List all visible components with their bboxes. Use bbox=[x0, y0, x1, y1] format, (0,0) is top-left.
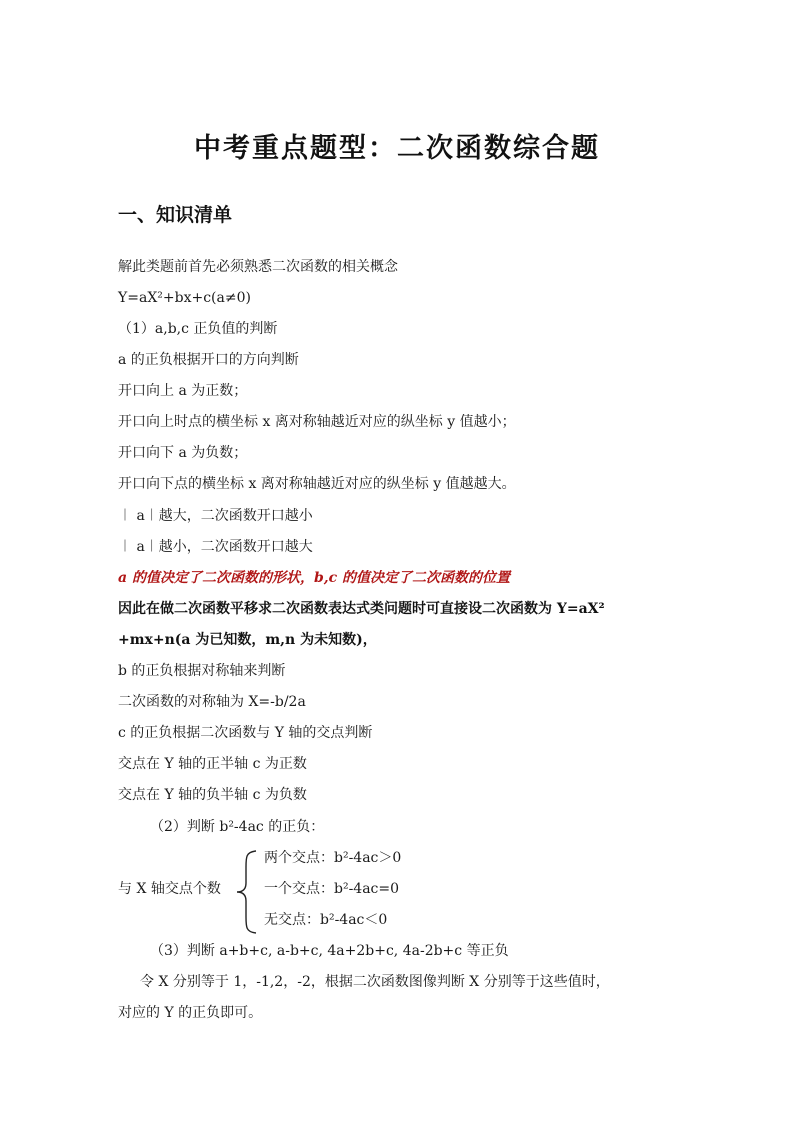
bold-line: 因此在做二次函数平移求二次函数表达式类问题时可直接设二次函数为 Y=aX² bbox=[118, 601, 605, 617]
brace-label: 与 X 轴交点个数 bbox=[118, 881, 221, 897]
text-line: 交点在 Y 轴的负半轴 c 为负数 bbox=[118, 787, 307, 803]
text-line: b 的正负根据对称轴来判断 bbox=[118, 663, 286, 679]
text-line: 令 X 分别等于 1，-1,2，-2，根据二次函数图像判断 X 分别等于这些值时， bbox=[140, 974, 610, 990]
text-line: 二次函数的对称轴为 X=-b/2a bbox=[118, 694, 306, 710]
text-line: 对应的 Y 的正负即可。 bbox=[118, 1005, 263, 1021]
text-line: 解此类题前首先必须熟悉二次函数的相关概念 bbox=[118, 259, 398, 275]
brace-item-one-root: 一个交点：b²-4ac=0 bbox=[264, 881, 400, 897]
text-line: 开口向下点的横坐标 x 离对称轴越近对应的纵坐标 y 值越越大。 bbox=[118, 476, 516, 492]
text-line: 交点在 Y 轴的正半轴 c 为正数 bbox=[118, 756, 307, 772]
text-line: （1）a,b,c 正负值的判断 bbox=[118, 321, 278, 337]
brace-item-no-root: 无交点：b²-4ac＜0 bbox=[264, 912, 388, 928]
text-line: 开口向下 a 为负数； bbox=[118, 445, 248, 461]
brace-item-two-roots: 两个交点：b²-4ac＞0 bbox=[264, 850, 402, 866]
text-line: c 的正负根据二次函数与 Y 轴的交点判断 bbox=[118, 725, 373, 741]
bold-line: +mx+n(a 为已知数，m,n 为未知数)， bbox=[118, 632, 377, 648]
text-line: a 的正负根据开口的方向判断 bbox=[118, 352, 299, 368]
text-line: （2）判断 b²-4ac 的正负： bbox=[150, 819, 325, 835]
text-line: Y=aX²+bx+c(a≠0) bbox=[118, 290, 251, 306]
text-line: ︱ a︱越大，二次函数开口越小 bbox=[118, 508, 313, 524]
text-line: 开口向上 a 为正数； bbox=[118, 383, 248, 399]
curly-brace-icon bbox=[234, 849, 264, 935]
page-title: 中考重点题型：二次函数综合题 bbox=[194, 133, 600, 164]
text-line: 开口向上时点的横坐标 x 离对称轴越近对应的纵坐标 y 值越小； bbox=[118, 414, 516, 430]
highlight-line: a 的值决定了二次函数的形状，b,c 的值决定了二次函数的位置 bbox=[118, 570, 511, 586]
text-line: （3）判断 a+b+c, a-b+c, 4a+2b+c, 4a-2b+c 等正负 bbox=[150, 943, 509, 959]
section-heading: 一、知识清单 bbox=[118, 204, 233, 226]
text-line: ︱ a︱越小，二次函数开口越大 bbox=[118, 539, 313, 555]
